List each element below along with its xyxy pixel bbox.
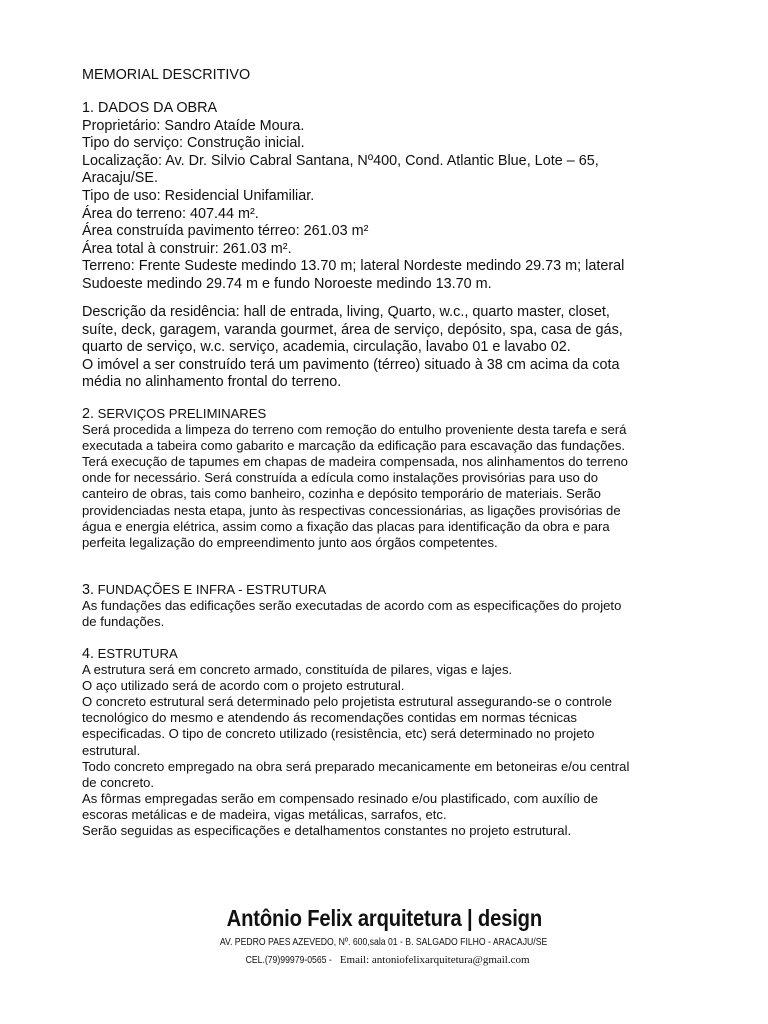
letterhead-footer [0,904,768,968]
text-line: Terá execução de tapumes em chapas de madeira compensada, nos alinhamentos do terreno [82,454,628,470]
text-line: providenciadas nesta etapa, junto às respectivas concessionárias, as ligações provisórias de [82,502,621,518]
text-line: executada a tabeira como gabarito e marcação da edificação para escavação das fundações. [82,438,626,454]
section-number: 4. [82,646,95,662]
company-contact [238,954,529,967]
text-line: Área do terreno: 407.44 m². [82,205,259,222]
section-body [82,422,702,551]
section-heading-text: FUNDAÇÕES E INFRA - ESTRUTURA [97,582,327,597]
text-line: Descrição da residência: hall de entrada, living, Quarto, w.c., quarto master, closet, [82,304,610,320]
text-line: Sudoeste medindo 29.74 m e fundo Noroeste medindo 13.70 m. [82,275,492,292]
text-line: quarto de serviço, w.c. serviço, academia, circulação, lavabo 01 e lavabo 02. [82,339,571,356]
company-address: AV. PEDRO PAES AZEVEDO, Nº. 600,sala 01 - B. SALGADO FILHO - ARACAJU/SE [220,937,548,948]
text-line: Localização: Av. Dr. Silvio Cabral Santana, Nº400, Cond. Atlantic Blue, Lote – 65, [82,152,599,169]
section-heading [82,582,702,598]
text-line: água e energia elétrica, assim como a fixação das placas para identificação da obra e para [82,518,610,534]
text-line: Área construída pavimento térreo: 261.03 m² [82,223,369,240]
text-line: As fôrmas empregadas serão em compensado resinado e/ou plastificado, com auxílio de [82,790,599,806]
section-heading-text: SERVIÇOS PRELIMINARES [97,406,267,421]
text-line: tecnológico do mesmo e atendendo ás recomendações contidas em normas técnicas [82,710,577,726]
section-heading: 1. DADOS DA OBRA [82,100,218,116]
text-line: de fundações. [82,614,165,630]
section-body [82,118,702,294]
text-line: suíte, deck, garagem, varanda gourmet, área de serviço, depósito, spa, casa de gás, [82,321,623,338]
text-line: O aço utilizado será de acordo com o projeto estrutural. [82,678,405,694]
text-line: Tipo do serviço: Construção inicial. [82,135,305,152]
text-line: Área total à construir: 261.03 m². [82,240,292,257]
document-title: MEMORIAL DESCRITIVO [82,67,251,83]
text-line: As fundações das edificações serão executadas de acordo com as especificações do projeto [82,598,622,614]
section-heading [82,646,702,662]
text-line: Aracaju/SE. [82,170,158,187]
company-name: Antônio Felix arquitetura | design [226,905,542,931]
section-estrutura [82,646,702,839]
text-line: Todo concreto empregado na obra será preparado mecanicamente em betoneiras e/ou central [82,758,630,774]
text-line: de concreto. [82,774,155,790]
text-line: onde for necessário. Será construída a edícula como instalações provisórias para uso do [82,470,599,486]
section-body [82,662,702,839]
residence-description [82,304,702,392]
text-line: média no alinhamento frontal do terreno. [82,374,342,391]
text-line: estrutural. [82,742,141,758]
text-line: Proprietário: Sandro Ataíde Moura. [82,117,305,134]
text-line: Tipo de uso: Residencial Unifamiliar. [82,187,315,204]
text-line: perfeita legalização do empreendimento junto aos órgãos competentes. [82,534,498,550]
text-line: canteiro de obras, tais como banheiro, cozinha e depósito temporário de materiais. Serão [82,486,601,502]
text-line: O concreto estrutural será determinado pelo projetista estrutural assegurando-se o controle [82,694,612,710]
text-line: Terreno: Frente Sudeste medindo 13.70 m; lateral Nordeste medindo 29.73 m; lateral [82,258,625,275]
section-fundacoes [82,582,702,630]
section-heading-text: ESTRUTURA [97,646,178,661]
section-number: 2. [82,406,95,422]
section-servicos-preliminares [82,406,702,551]
text-line: especificadas. O tipo de concreto utilizado (resistência, etc) será determinado no projeto [82,726,595,742]
section-heading [82,406,702,422]
text-line: A estrutura será em concreto armado, constituída de pilares, vigas e lajes. [82,662,513,678]
text-line: escoras metálicas e de madeira, vigas metálicas, sarrafos, etc. [82,806,447,822]
text-line: Serão seguidas as especificações e detalhamentos constantes no projeto estrutural. [82,823,572,839]
text-line: O imóvel a ser construído terá um pavimento (térreo) situado à 38 cm acima da cota [82,356,620,373]
email-text: Email: antoniofelixarquitetura@gmail.com [339,954,530,966]
section-number: 3. [82,582,95,598]
section-body [82,598,702,630]
text-line: Será procedida a limpeza do terreno com remoção do entulho proveniente desta tarefa e será [82,422,627,438]
section-body [82,304,702,392]
section-dados-da-obra [82,100,702,294]
phone-text: CEL.(79)99979-0565 - [246,955,333,966]
